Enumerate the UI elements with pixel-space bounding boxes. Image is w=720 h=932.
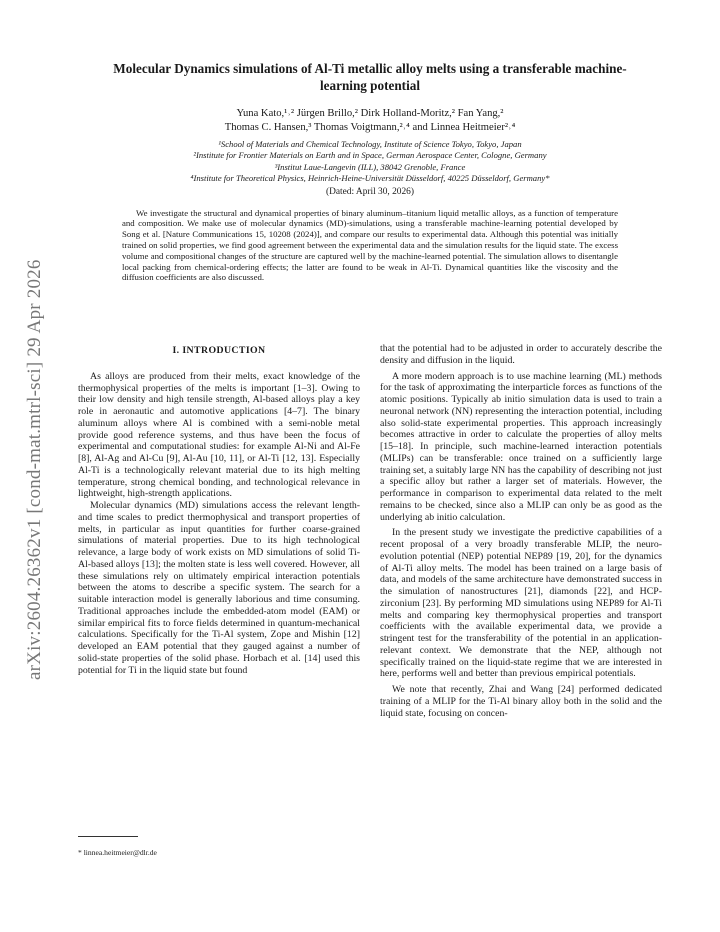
affiliation-4: ⁴Institute for Theoretical Physics, Heinrich-Heine-Universität Düsseldorf, 40225 Düsseldorf, Germany*: [190, 173, 550, 184]
arxiv-identifier: arXiv:2604.26362v1 [cond-mat.mtrl-sci] 29 Apr 2026: [24, 259, 45, 680]
affiliation-1: ¹School of Materials and Chemical Technology, Institute of Science Tokyo, Tokyo, Japan: [218, 139, 522, 149]
authors-line-2: Thomas C. Hansen,³ Thomas Voigtmann,²˒⁴ and Linnea Heitmeier²˒⁴: [224, 122, 516, 133]
intro-paragraph-1: As alloys are produced from their melts, exact knowledge of the thermophysical properties of the melts is important [1–3]. Owing to their low density and high tensile strength, Al-based alloys play a key role in aeronautic and automotive applications [4–7]. The binary aluminum alloys where Al is combined with a semi-noble metal provide good reference systems, and thus have been the focus of experimental and computational studies: for example Al-Ni and Al-Fe [8], Al-Ag and Al-Cu [9], Al-Au [10, 11], or Al-Ti [12, 13]. Especially Al-Ti is a technologically relevant material due to its high melting temperature, strong chemical bonding, and technological relevance in lightweight, high-strength applications.: [78, 370, 360, 500]
affiliation-3: ³Institut Laue-Langevin (ILL), 38042 Grenoble, France: [274, 161, 466, 172]
footnote-rule: [78, 836, 138, 837]
left-column: [78, 343, 360, 857]
affiliation-list: [78, 139, 662, 185]
right-column: [380, 343, 662, 719]
abstract-text: We investigate the structural and dynamical properties of binary aluminum–titanium liquid metallic alloys, as a function of temperature and composition. We make use of molecular dynamics (MD)-simulations, using a transferable machine-learning potential developed by Song et al. [Nature Communications 15, 10208 (2024)], and compare our results to experimental data. Although this potential was initially trained on solid properties, we find good agreement between the experimental data and the simulation results for the liquid state. The excess volume and compositional changes of the structure are captured well by the machine-learned potential. The simulation allows to disentangle local packing from chemical-ordering effects; the latter are found to be weak in Al-Ti. Dynamical quantities like the viscosity and the diffusion coefficients are also discussed.: [122, 207, 618, 283]
paper-title: Molecular Dynamics simulations of Al-Ti metallic alloy melts using a transferable machine-learning potential: [113, 61, 627, 93]
intro-paragraph-5: In the present study we investigate the predictive capabilities of a recent proposal of a very broadly transferable MLIP, the neuro-evolution potential (NEP) potential NEP89 [19, 20], for the dynamics of Al-Ti alloy melts. The model has been trained on a large basis of data, and models of the same architecture have demonstrated success in the simulation of nanostructures [21], diamonds [22], and HCP-zirconium [23]. By performing MD simulations using NEP89 for Al-Ti melts and comparing key thermophysical properties and transport coefficients with the available experimental data, we provide a stringent test for the transferability of the potential in an application-relevant context. We demonstrate that the NEP, although not specifically trained on the liquid-state regime that we are interested in here, performs well and better than previous empirical potentials.: [380, 527, 662, 680]
arxiv-sidebar: [10, 210, 60, 680]
paper-page: [78, 60, 662, 857]
author-list: [78, 107, 662, 135]
body-columns: [78, 343, 662, 923]
date-line: (Dated: April 30, 2026): [325, 186, 414, 197]
authors-line-1: Yuna Kato,¹˒² Jürgen Brillo,² Dirk Holland-Moritz,² Fan Yang,²: [236, 108, 504, 119]
abstract: [122, 208, 618, 284]
affiliation-2: ²Institute for Frontier Materials on Earth and in Space, German Aerospace Center, Cologne, Germany: [193, 150, 547, 161]
intro-paragraph-6: We note that recently, Zhai and Wang [24] performed dedicated training of a MLIP for the Ti-Al binary alloy both in the solid and the liquid state, focusing on concen-: [380, 684, 662, 719]
section-heading: I. INTRODUCTION: [172, 345, 266, 356]
intro-paragraph-2: Molecular dynamics (MD) simulations access the relevant length- and time scales to predict thermophysical and transport properties of melts, in particular as input quantities for further coarse-grained simulations of material properties. Due to its high technological relevance, a large body of work exists on MD simulations of solid Ti-Al-based alloys [13]; the molten state is less well covered. However, all these simulations rely on ultimately empirical interaction potentials between the atoms to describe a specific system. The search for a suitable interaction model is generally laborious and time consuming. Traditional approaches include the embedded-atom model (EAM) or similar empirical fits to force fields determined in quantum-mechanical calculations. Specifically for the Ti-Al system, Zope and Mishin [12] developed an EAM potential that they gauged against a number of solid-state properties of the solid phase. Horbach et al. [14] used this potential for Ti in the liquid state but found: [78, 500, 360, 676]
intro-paragraph-4: A more modern approach is to use machine learning (ML) methods for the task of approximating the interparticle forces as functions of the atomic positions. Typically ab initio simulation data is used to train a neuronal network (NN) representing the interaction potential, including also solid-state experimental properties. This approach increasingly becomes attractive in order to calculate the properties of alloy melts [15–18]. In principle, such machine-learned interaction potentials (MLIPs) can be transferable: once trained on a sufficiently large training set, a suitably large NN has the capability of describing not just a specific alloy but rather a larger set of materials. However, the performance in comparison to experimental data related to the melt remains to be checked, since also a MLIP can only be as good as the underlying ab initio calculation.: [380, 370, 662, 523]
intro-paragraph-3: that the potential had to be adjusted in order to accurately describe the density and diffusion in the liquid.: [380, 343, 662, 366]
footnote-email: * linnea.heitmeier@dlr.de: [78, 848, 157, 857]
